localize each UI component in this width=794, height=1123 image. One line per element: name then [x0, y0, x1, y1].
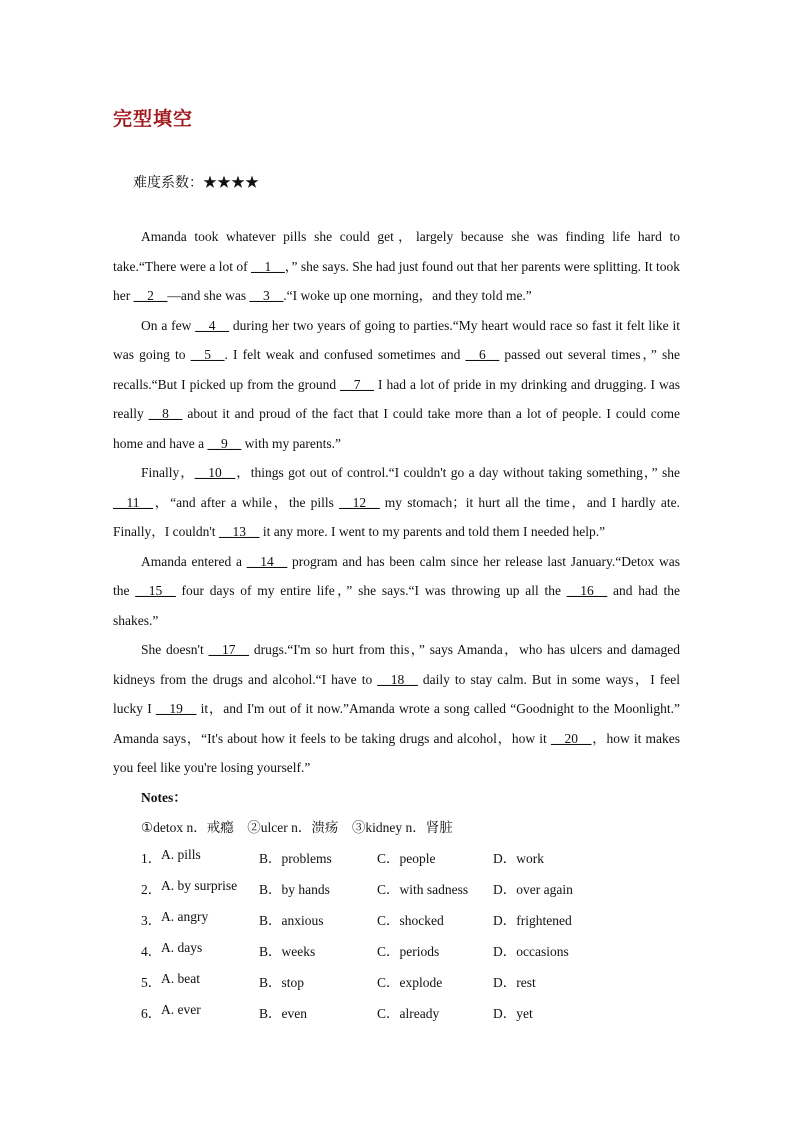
answer-option: A. ever: [161, 1002, 201, 1017]
answer-option: A. beat: [161, 971, 200, 986]
passage-paragraph: [113, 222, 680, 311]
answer-blank: __4__: [195, 317, 229, 333]
question-number: 6．: [141, 1006, 162, 1021]
answer-option: D．occasions: [493, 944, 569, 959]
cloze-passage: [113, 222, 680, 783]
answer-blank: __1__: [250, 258, 285, 274]
passage-text: it，and I'm out of it now.”Amanda wrote a song called “Goodnight to the Moonlight.” Amanda says，“It's about how it feels to be taking drugs and alcohol，how it: [113, 701, 680, 746]
answer-option: D．frightened: [493, 913, 572, 928]
passage-text: I had a lot of pride in my drinking and drugging. I was really: [113, 376, 680, 421]
passage-text: ，“and after a while，the pills: [153, 494, 340, 510]
answer-blank: __18__: [377, 671, 418, 687]
answer-option: C．with sadness: [377, 882, 469, 897]
question-number: 1．: [141, 851, 162, 866]
answer-option: B．weeks: [259, 944, 316, 959]
answer-option: C．explode: [377, 975, 443, 990]
answer-option: D．yet: [493, 1006, 533, 1021]
answer-blank: __13__: [218, 524, 260, 539]
answer-option: A. by surprise: [161, 878, 238, 893]
answer-blank: __16__: [566, 583, 608, 598]
passage-text: daily to stay calm. But in some ways，I feel lucky I: [113, 671, 680, 716]
notes-glossary: ①detox n．戒瘾 ②ulcer n．溃疡 ③kidney n．肾脏: [141, 820, 453, 835]
passage-paragraph: [113, 458, 680, 547]
question-number: 3．: [141, 913, 162, 928]
passage-text: She doesn't: [141, 642, 209, 657]
passage-text: my stomach；it hurt all the time，and I hardly ate. Finally，I couldn't: [113, 494, 680, 539]
answer-option: C．people: [377, 851, 436, 866]
answer-option: A. pills: [161, 847, 201, 862]
answer-blank: __17__: [208, 642, 250, 657]
answer-blank: __5__: [190, 347, 225, 362]
passage-text: Finally，: [141, 465, 195, 480]
passage-text: . I felt weak and confused sometimes and: [224, 347, 466, 362]
answer-option: D．work: [493, 851, 544, 866]
answer-option: B．stop: [259, 975, 305, 990]
answer-option: D．rest: [493, 975, 536, 990]
passage-text: with my parents.”: [241, 435, 341, 451]
answer-option: C．shocked: [377, 913, 444, 928]
answer-option: A. days: [161, 940, 203, 955]
answer-blank: __7__: [340, 376, 374, 392]
passage-text: ，” she says. She had just found out that her parents were splitting. It took her: [113, 258, 681, 303]
passage-text: ，how it makes you feel like you're losing yourself.”: [113, 730, 680, 775]
answer-blank: __9__: [207, 435, 242, 451]
question-number: 4．: [141, 944, 162, 959]
answer-blank: __11__: [113, 494, 153, 510]
answer-option: B．even: [259, 1006, 307, 1021]
passage-text: about it and proud of the fact that I could take more than a lot of people. I could come home and have a: [113, 406, 680, 451]
passage-text: drugs.“I'm so hurt from this，” says Amanda，who has ulcers and damaged kidneys from the drugs and alcohol.“I have to: [113, 642, 680, 687]
passage-text: —and she was: [167, 288, 250, 303]
passage-paragraph: [113, 635, 680, 783]
question-number: 5．: [141, 975, 162, 990]
answer-blank: __20__: [550, 730, 592, 746]
passage-text: ，things got out of control.“I couldn't go a day without taking something，” she: [235, 465, 680, 480]
answer-blank: __15__: [135, 583, 176, 598]
answer-option: D．over again: [493, 882, 573, 897]
notes-heading: Notes：: [141, 790, 187, 805]
answer-option: B．anxious: [259, 913, 324, 928]
answer-blank: __12__: [339, 494, 380, 510]
answer-blank: __3__: [249, 288, 284, 303]
answer-blank: __14__: [246, 553, 288, 569]
passage-text: program and has been calm since her release last January.“Detox was the: [113, 553, 681, 598]
passage-paragraph: [113, 547, 680, 636]
answer-option: A. angry: [161, 909, 209, 924]
answer-blank: __2__: [133, 288, 168, 303]
page-title: 完型填空: [113, 109, 194, 130]
passage-paragraph: [113, 311, 680, 459]
question-number: 2．: [141, 882, 162, 897]
answer-blank: __19__: [155, 701, 197, 716]
answer-blank: __6__: [465, 347, 500, 362]
passage-text: On a few: [141, 317, 196, 333]
answer-option: B．problems: [259, 851, 332, 866]
answer-option: C．periods: [377, 944, 440, 959]
answer-blank: __10__: [194, 465, 236, 480]
passage-text: Amanda entered a: [141, 553, 247, 569]
answer-option: B．by hands: [259, 882, 330, 897]
passage-text: .“I woke up one morning，and they told me.”: [283, 288, 532, 303]
passage-text: passed out several times，” she recalls.“But I picked up from the ground: [113, 347, 681, 392]
answer-option: C．already: [377, 1006, 440, 1021]
passage-text: and had the shakes.”: [113, 583, 680, 628]
passage-text: during her two years of going to parties.“My heart would race so fast it felt like it was going to: [113, 317, 680, 362]
passage-text: Amanda took whatever pills she could get，largely because she was finding life hard to take.“There were a lot of: [113, 229, 680, 274]
passage-text: it any more. I went to my parents and told them I needed help.”: [259, 524, 606, 539]
answer-blank: __8__: [148, 406, 183, 421]
passage-text: four days of my entire life，” she says.“I was throwing up all the: [175, 583, 567, 598]
difficulty-rating: 难度系数：★★★★: [133, 176, 259, 191]
